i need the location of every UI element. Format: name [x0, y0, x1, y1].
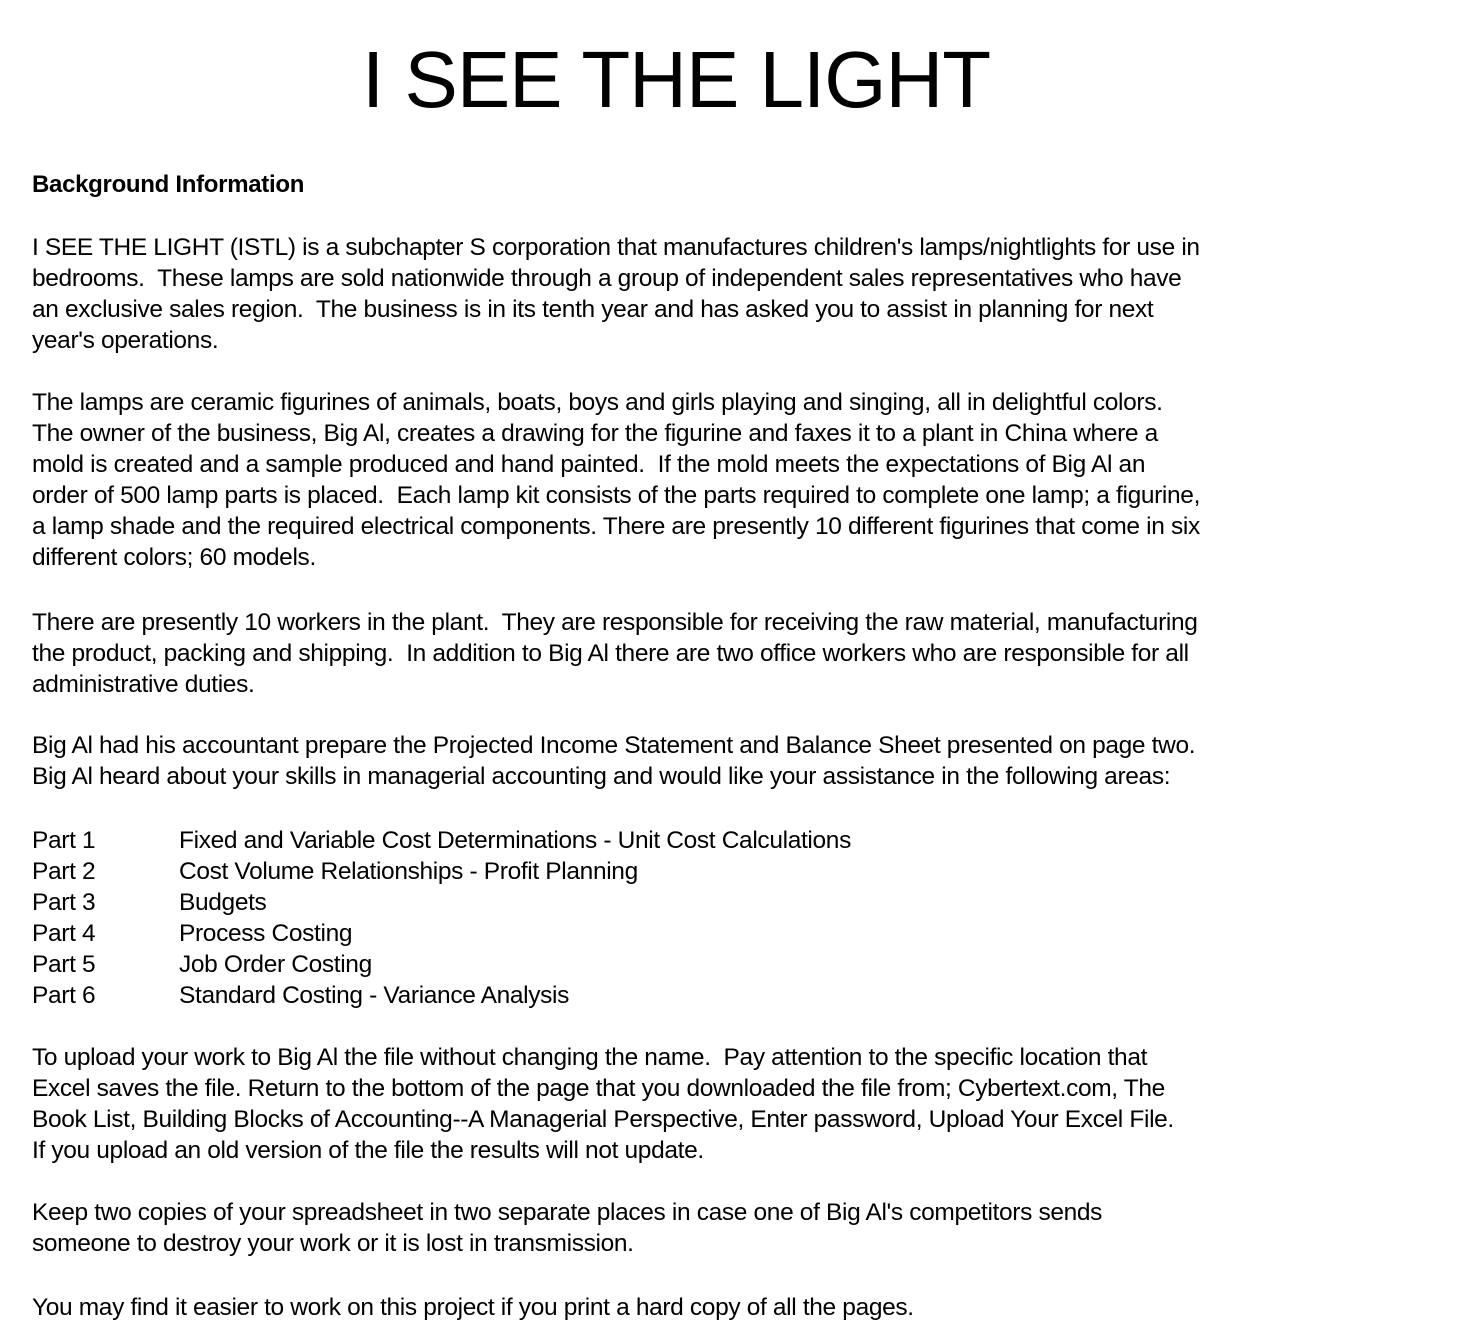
text-line: To upload your work to Big Al the file without changing the name. Pay attention to the specific location that — [32, 1044, 1148, 1071]
text-line: The owner of the business, Big Al, creates a drawing for the figurine and faxes it to a plant in China where a — [32, 420, 1158, 447]
part-label: Part 3 — [32, 889, 96, 916]
paragraph-accountant — [32, 730, 1195, 792]
list-item-part-3 — [32, 887, 851, 918]
list-item-part-1 — [32, 825, 851, 856]
text-line: You may find it easier to work on this project if you print a hard copy of all the pages. — [32, 1294, 914, 1321]
text-line: Big Al heard about your skills in managerial accounting and would like your assistance in the following areas: — [32, 763, 1171, 790]
text-line: the product, packing and shipping. In addition to Big Al there are two office workers who are responsible for all — [32, 640, 1189, 667]
part-description: Fixed and Variable Cost Determinations - Unit Cost Calculations — [179, 827, 851, 854]
part-description: Cost Volume Relationships - Profit Planning — [179, 858, 638, 885]
part-label: Part 2 — [32, 858, 96, 885]
text-line: The lamps are ceramic figurines of animals, boats, boys and girls playing and singing, all in delightful colors. — [32, 389, 1163, 416]
text-line: year's operations. — [32, 327, 219, 354]
part-description: Job Order Costing — [179, 951, 372, 978]
text-line: someone to destroy your work or it is lost in transmission. — [32, 1230, 634, 1257]
parts-list — [32, 825, 851, 1011]
text-line: Keep two copies of your spreadsheet in two separate places in case one of Big Al's competitors sends — [32, 1199, 1103, 1226]
list-item-part-4 — [32, 918, 851, 949]
part-description: Standard Costing - Variance Analysis — [179, 982, 570, 1009]
part-label: Part 5 — [32, 951, 96, 978]
paragraph-upload-instructions — [32, 1042, 1174, 1166]
part-label: Part 6 — [32, 982, 96, 1009]
text-line: If you upload an old version of the file the results will not update. — [32, 1137, 704, 1164]
part-label: Part 1 — [32, 827, 96, 854]
document-title: I SEE THE LIGHT — [362, 35, 991, 124]
paragraph-backup-copies — [32, 1197, 1102, 1259]
text-line: Book List, Building Blocks of Accounting--A Managerial Perspective, Enter password, Upload Your Excel File. — [32, 1106, 1174, 1133]
part-description: Process Costing — [179, 920, 353, 947]
text-line: different colors; 60 models. — [32, 544, 316, 571]
text-line: mold is created and a sample produced and hand painted. If the mold meets the expectations of Big Al an — [32, 451, 1146, 478]
list-item-part-5 — [32, 949, 851, 980]
text-line: order of 500 lamp parts is placed. Each lamp kit consists of the parts required to complete one lamp; a figurine, — [32, 482, 1201, 509]
text-line: a lamp shade and the required electrical components. There are presently 10 different figurines that come in six — [32, 513, 1200, 540]
paragraph-workers — [32, 607, 1198, 700]
section-heading-background: Background Information — [32, 171, 305, 198]
part-label: Part 4 — [32, 920, 96, 947]
paragraph-lamps — [32, 387, 1200, 573]
text-line: an exclusive sales region. The business is in its tenth year and has asked you to assist in planning for next — [32, 296, 1154, 323]
paragraph-print-tip — [32, 1292, 914, 1323]
list-item-part-6 — [32, 980, 851, 1011]
text-line: Excel saves the file. Return to the bottom of the page that you downloaded the file from; Cybertext.com, The — [32, 1075, 1165, 1102]
part-description: Budgets — [179, 889, 267, 916]
paragraph-intro — [32, 232, 1200, 356]
list-item-part-2 — [32, 856, 851, 887]
text-line: I SEE THE LIGHT (ISTL) is a subchapter S corporation that manufactures children's lamps/nightlights for use in — [32, 234, 1200, 261]
text-line: There are presently 10 workers in the plant. They are responsible for receiving the raw material, manufacturing — [32, 609, 1198, 636]
text-line: administrative duties. — [32, 671, 255, 698]
text-line: bedrooms. These lamps are sold nationwide through a group of independent sales representatives who have — [32, 265, 1182, 292]
text-line: Big Al had his accountant prepare the Projected Income Statement and Balance Sheet presented on page two. — [32, 732, 1196, 759]
